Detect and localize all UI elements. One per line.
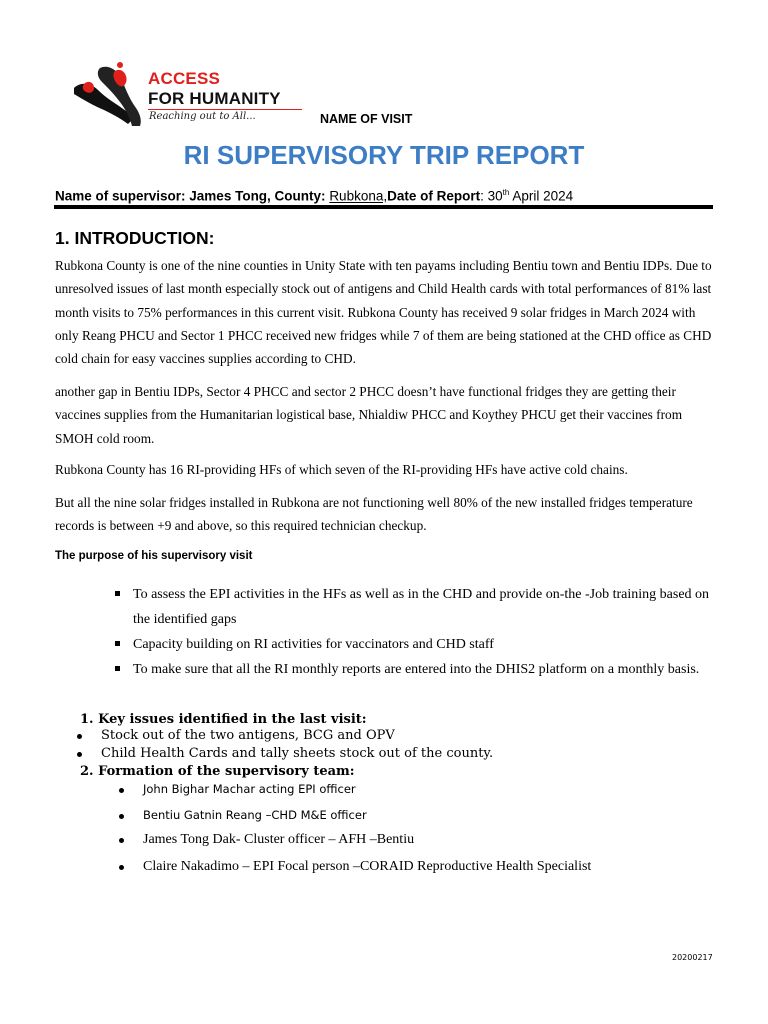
- footer-code: 20200217: [672, 953, 713, 962]
- introduction-heading: 1. INTRODUCTION:: [55, 228, 215, 248]
- square-bullet-icon: [115, 591, 120, 596]
- key-issue-item: Stock out of the two antigens, BCG and OPV: [101, 728, 395, 743]
- date-label: Date of Report: [387, 188, 481, 204]
- hands-logo-icon: [70, 60, 150, 130]
- team-heading: 2. Formation of the supervisory team:: [80, 764, 355, 779]
- date-superscript: th: [502, 188, 510, 197]
- team-member: Claire Nakadimo – EPI Focal person –CORAID Reproductive Health Specialist: [143, 859, 592, 874]
- report-title: RI SUPERVISORY TRIP REPORT: [183, 140, 585, 170]
- intro-paragraph-4: But all the nine solar fridges installed in Rubkona are not functioning well 80% of the new installed fridges temperature records is between +9 and above, so this required technician checkup.: [55, 495, 693, 534]
- purpose-heading: The purpose of his supervisory visit: [55, 550, 253, 562]
- date-prefix: : 30: [480, 188, 503, 204]
- organization-logo: [70, 60, 310, 130]
- purpose-item-text: To assess the EPI activities in the HFs as well as in the CHD and provide on-the -Job training based on the identified gaps: [133, 587, 710, 627]
- county-value: Rubkona,: [329, 188, 388, 204]
- purpose-item: [115, 657, 715, 682]
- intro-paragraph-3: Rubkona County has 16 RI-providing HFs of which seven of the RI-providing HFs have active cold chains.: [55, 462, 628, 477]
- square-bullet-icon: [115, 666, 120, 671]
- team-member: Bentiu Gatnin Reang –CHD M&E officer: [143, 808, 367, 822]
- date-suffix: April 2024: [509, 188, 574, 204]
- logo-underline: [148, 109, 302, 110]
- logo-tagline: Reaching out to All...: [149, 111, 256, 122]
- supervisor-line: [55, 188, 573, 204]
- square-bullet-icon: [115, 641, 120, 646]
- header-divider: [54, 205, 713, 209]
- purpose-item-text: Capacity building on RI activities for vaccinators and CHD staff: [133, 637, 494, 652]
- name-of-visit-label: NAME OF VISIT: [320, 112, 413, 126]
- key-issues-heading: 1. Key issues identified in the last visit:: [80, 712, 367, 727]
- logo-text-access: ACCESS: [148, 69, 221, 88]
- intro-paragraph-1: Rubkona County is one of the nine counties in Unity State with ten payams including Bentiu town and Bentiu IDPs. Due to unresolved issues of last month especially stock out of antigens and Child Health cards with total performances of 81% last month visits to 75% performances in this current visit. Rubkona County has received 9 solar fridges in March 2024 with only Reang PHCU and Sector 1 PHCC received new fridges while 7 of them are being stationed at the CHD office as CHD cold chain for easy vaccines supplies according to CHD.: [55, 258, 712, 367]
- supervisor-label: Name of supervisor: James Tong, County:: [55, 188, 330, 204]
- team-member: James Tong Dak- Cluster officer – AFH –Bentiu: [143, 832, 415, 847]
- logo-text-humanity: FOR HUMANITY: [148, 89, 281, 108]
- purpose-item: [115, 632, 715, 657]
- intro-paragraph-2: another gap in Bentiu IDPs, Sector 4 PHCC and sector 2 PHCC doesn’t have functional fridges they are getting their vaccines supplies from the Humanitarian logistical base, Nhialdiw PHCC and Koythey PHCU get their vaccines from SMOH cold room.: [55, 384, 683, 446]
- key-issue-item: Child Health Cards and tally sheets stock out of the county.: [101, 746, 494, 761]
- purpose-item: [115, 582, 715, 632]
- purpose-item-text: To make sure that all the RI monthly reports are entered into the DHIS2 platform on a monthly basis.: [133, 662, 700, 677]
- team-member: John Bighar Machar acting EPI officer: [143, 782, 356, 796]
